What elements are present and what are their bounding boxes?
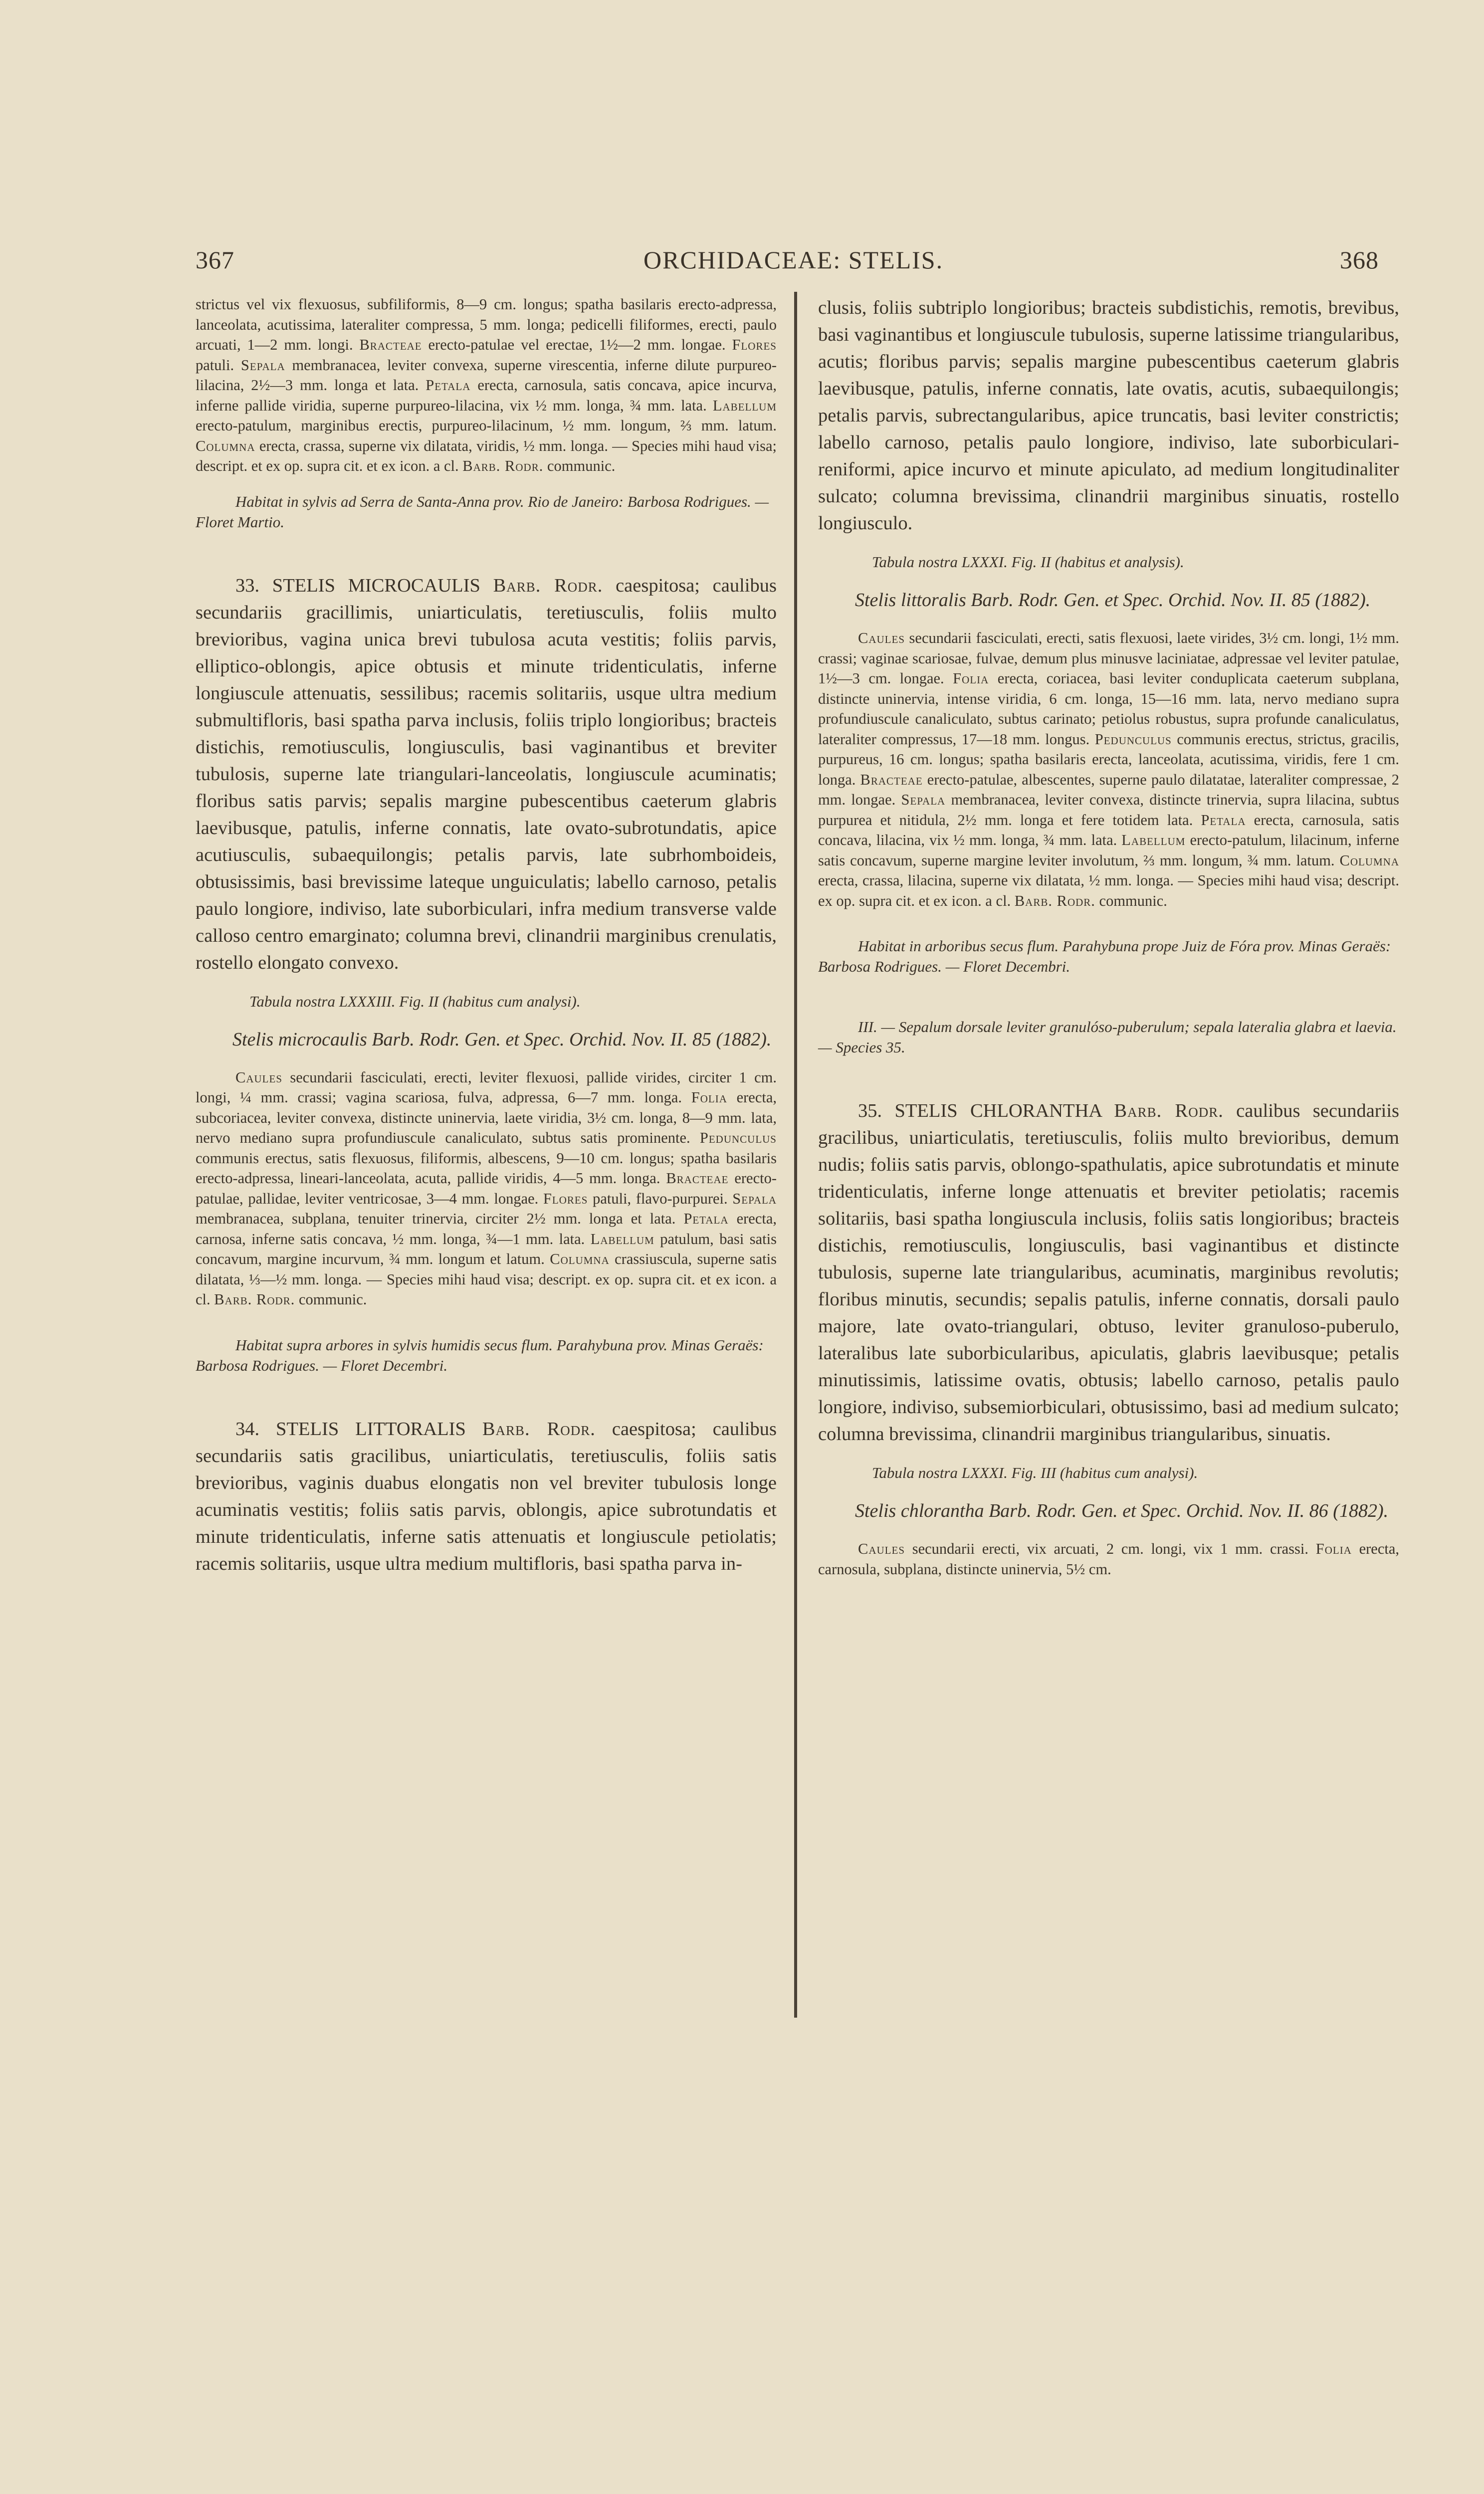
left-column <box>196 294 777 1577</box>
habitat-note: Habitat in arboribus secus flum. Parahybuna prope Juiz de Fóra prov. Minas Geraës: Barbosa Rodrigues. — Floret Decembri. <box>818 937 1391 975</box>
plate-reference: Tabula nostra LXXXIII. Fig. II (habitus cum analysi). <box>249 992 581 1010</box>
species-35-diagnosis: 35. STELIS CHLORANTHA Barb. Rodr. caulibus secundariis gracilibus, uniarticulatis, teretiusculis, foliis multo brevioribus, demum nudis; foliis satis parvis, oblongo-spathulatis, apice subrotundatis et minute tridenticulatis, inferne longe attenuatis et breviter petiolatis; racemis solitariis, basi spatha longiuscula inclusis, foliis satis longioribus; bracteis distichis, remotiusculis, longiusculis, basi vaginantibus et distincte tubulosis, superne late triangularibus, acuminatis, marginibus revolutis; floribus minutis, secundis; sepalis patulis, inferne connatis, dorsali paulo majore, late ovato-triangulari, obtuso, leviter granuloso-puberulo, lateralibus late suborbicularibus, apiculatis, glabris laevibusque; petalis minutissimis, latissime ovatis, obtusis; labello carnoso, petalis paulo longiore, indiviso, subsemiorbiculari, obtusissimo, basi ad medium sulcato; columna brevissima, clinandrii marginibus triangularibus, sinuatis. <box>818 1100 1400 1445</box>
page-number-left: 367 <box>196 246 234 274</box>
species-35-description: Caules secundarii erecti, vix arcuati, 2 cm. longi, vix 1 mm. crassi. Folia erecta, carnosula, subplana, distincte uninervia, 5½ cm. <box>818 1540 1400 1578</box>
plate-reference: Tabula nostra LXXXI. Fig. II (habitus et analysis). <box>872 553 1184 571</box>
literature-citation: Stelis chlorantha Barb. Rodr. Gen. et Spec. Orchid. Nov. II. 86 (1882). <box>855 1500 1389 1521</box>
species-34-description: Caules secundarii fasciculati, erecti, satis flexuosi, laete virides, 3½ cm. longi, 1½ mm. crassi; vaginae scariosae, fulvae, demum plus minusve laciniatae, adpressae vel leviter patulae, 1½—3 cm. longae. Folia erecta, coriacea, basi leviter conduplicata caeterum subplana, distincte uninervia, intense viridia, 6 cm. longa, 15—16 mm. lata, nervo mediano supra profundiuscule canaliculato, subtus carinato; petiolus robustus, supra profunde canaliculatus, lateraliter compressus, 17—18 mm. longus. Pedunculus communis erectus, strictus, gracilis, purpureus, 16 cm. longus; spatha basilaris erecta, lanceolata, acutissima, viridis, fere 1 cm. longa. Bracteae erecto-patulae, albescentes, superne paulo dilatatae, lateraliter compressae, 2 mm. longae. Sepala membranacea, leviter convexa, distincte trinervia, supra lilacina, subtus purpurea et nitidula, 2½ mm. longa et fere totidem lata. Petala erecta, carnosula, satis concava, lilacina, vix ½ mm. longa, ¾ mm. lata. Labellum erecto-patulum, lilacinum, inferne satis concavum, superne margine leviter involutum, ⅔ mm. longum, ¾ mm. latum. Columna erecta, crassa, lilacina, superne vix dilatata, ½ mm. longa. — Species mihi haud visa; descript. ex op. supra cit. et ex icon. a cl. Barb. Rodr. communic. <box>818 629 1400 909</box>
species-33-description: Caules secundarii fasciculati, erecti, leviter flexuosi, pallide virides, circiter 1 cm. longi, ¼ mm. crassi; vagina scariosa, fulva, adpressa, 6—7 mm. longa. Folia erecta, subcoriacea, leviter convexa, distincte uninervia, laete viridia, 3½ cm. longa, 8—9 mm. lata, nervo mediano supra profundiuscule canaliculato, subtus satis prominente. Pedunculus communis erectus, satis flexuosus, filiformis, albescens, 9—10 cm. longus; spatha basilaris erecto-adpressa, lineari-lanceolata, acuta, pallide viridis, 4—5 mm. longa. Bracteae erecto-patulae, pallidae, leviter ventricosae, 3—4 mm. longae. Flores patuli, flavo-purpurei. Sepala membranacea, subplana, tenuiter trinervia, circiter 2½ mm. longa et lata. Petala erecta, carnosa, inferne satis concava, ½ mm. longa, ¾—1 mm. lata. Labellum patulum, basi satis concavum, margine incurvum, ¾ mm. longum et latum. Columna crassiuscula, superne satis dilatata, ⅓—½ mm. longa. — Species mihi haud visa; descript. ex op. supra cit. et ex icon. a cl. Barb. Rodr. communic. <box>196 1068 777 1308</box>
literature-citation: Stelis microcaulis Barb. Rodr. Gen. et Spec. Orchid. Nov. II. 85 (1882). <box>232 1029 772 1050</box>
column-divider <box>794 292 797 2018</box>
plate-reference: Tabula nostra LXXXI. Fig. III (habitus cum analysi). <box>872 1464 1198 1481</box>
continued-description: strictus vel vix flexuosus, subfiliformis, 8—9 cm. longus; spatha basilaris erecto-adpressa, lanceolata, acutissima, lateraliter compressa, 5 mm. longa; pedicelli filiformes, erecti, paulo arcuati, 1—2 mm. longi. Bracteae erecto-patulae vel erectae, 1½—2 mm. longae. Flores patuli. Sepala membranacea, leviter convexa, superne virescentia, inferne dilute purpureo-lilacina, 2½—3 mm. longa et lata. Petala erecta, carnosula, satis concava, apice incurva, inferne pallide viridia, superne purpureo-lilacina, vix ½ mm. longa, ¾ mm. lata. Labellum erecto-patulum, marginibus erectis, purpureo-lilacinum, ½ mm. longum, ⅔ mm. latum. Columna erecta, crassa, superne vix dilatata, viridis, ½ mm. longa. — Species mihi haud visa; descript. et ex op. supra cit. et ex icon. a cl. Barb. Rodr. communic. <box>196 296 777 474</box>
group-heading: III. — Sepalum dorsale leviter granulóso-puberulum; sepala lateralia glabra et laevia. — Species 35. <box>818 1018 1397 1056</box>
page-number-right: 368 <box>1340 246 1379 274</box>
species-33-diagnosis: 33. STELIS MICROCAULIS Barb. Rodr. caespitosa; caulibus secundariis gracillimis, uniarticulatis, teretiusculis, foliis multo brevioribus, vagina unica brevi tubulosa acuta vestitis; foliis parvis, elliptico-oblongis, apice obtusis et minute tridenticulatis, inferne longiuscule attenuatis, sessilibus; racemis solitariis, usque ultra medium submultifloris, basi spatha parva inclusis, foliis triplo longioribus; bracteis distichis, remotiusculis, longiusculis, basi vaginantibus et breviter tubulosis, superne late triangulari-lanceolatis, longiuscule acuminatis; floribus satis parvis; sepalis margine pubescentibus caeterum glabris laevibusque, patulis, inferne connatis, late ovato-subrotundatis, apice acutiusculis, subaequilongis; petalis parvis, late subrhomboideis, obtusissimis, basi brevissime lateque unguiculatis; labello carnoso, petalis paulo longiore, indiviso, late suborbiculari, infra medium transverse valde calloso centro emarginato; columna brevi, clinandrii marginibus crenulatis, rostello elongato convexo. <box>196 575 777 973</box>
species-34-diagnosis: 34. STELIS LITTORALIS Barb. Rodr. caespitosa; caulibus secundariis satis gracilibus, uniarticulatis, teretiusculis, foliis satis brevioribus, vaginis duabus elongatis non vel breviter tubulosis longe acuminatis vestitis; foliis satis parvis, oblongis, apice subrotundatis et minute tridenticulatis, inferne satis attenuatis et longiuscule petiolatis; racemis solitariis, usque ultra medium multifloris, basi spatha parva in- <box>196 1418 777 1574</box>
habitat-note: Habitat supra arbores in sylvis humidis secus flum. Parahybuna prov. Minas Geraës: Barbosa Rodrigues. — Floret Decembri. <box>196 1336 764 1374</box>
right-column <box>818 294 1399 1579</box>
species-34-diagnosis-continued: clusis, foliis subtriplo longioribus; bracteis subdistichis, remotis, brevibus, basi vaginantibus et longiuscule tubulosis, superne latissime triangularibus, acutis; floribus parvis; sepalis margine pubescentibus caeterum glabris laevibusque, patulis, inferne connatis, late ovatis, acutis, subaequilongis; petalis parvis, subrectangularibus, apice truncatis, basi leviter constrictis; labello carnoso, petalis paulo longiore, indiviso, late suborbiculari-reniformi, apice incurvo et minute apiculato, ad medium longitudinaliter sulcato; columna brevissima, clinandrii marginibus sinuatis, rostello longiusculo. <box>818 297 1399 534</box>
running-title: ORCHIDACEAE: STELIS. <box>643 246 944 274</box>
habitat-note: Habitat in sylvis ad Serra de Santa-Anna prov. Rio de Janeiro: Barbosa Rodrigues. — Floret Martio. <box>196 492 769 531</box>
literature-citation: Stelis littoralis Barb. Rodr. Gen. et Spec. Orchid. Nov. II. 85 (1882). <box>855 590 1371 611</box>
